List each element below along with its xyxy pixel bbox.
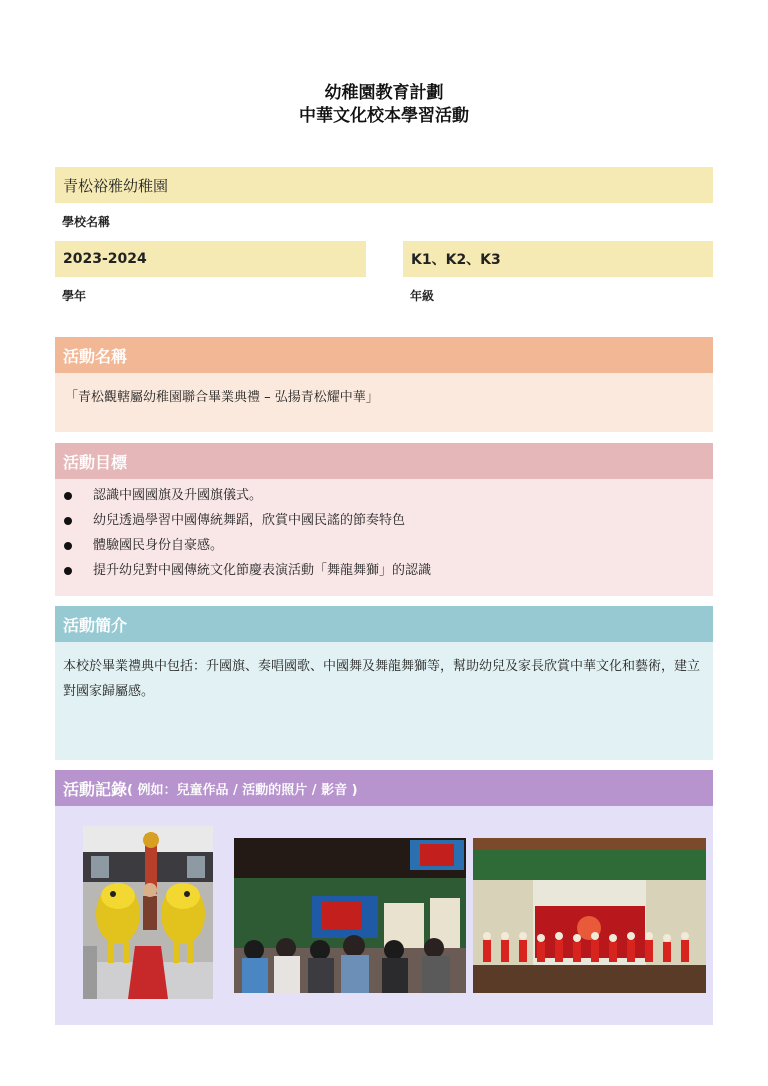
intro-body bbox=[55, 642, 713, 760]
record-heading-subtitle: ( 例如：兒童作品 / 活動的照片 / 影音 ) bbox=[127, 782, 358, 798]
grade-field: K1、K2、K3 bbox=[403, 241, 713, 277]
intro-text: 本校於畢業禮典中包括：升國旗、奏唱國歌、中國舞及舞龍舞獅等，幫助幼兒及家長欣賞中華文化和藝術，建立對國家歸屬感。 bbox=[63, 659, 701, 699]
activity-name-body bbox=[55, 373, 713, 432]
school-year-caption: 學年 bbox=[62, 289, 87, 303]
bullet-icon bbox=[64, 567, 72, 575]
objectives-body bbox=[55, 479, 713, 596]
bullet-icon bbox=[64, 492, 72, 500]
activity-name-text: 「青松觀轄屬幼稚園聯合畢業典禮 – 弘揚青松耀中華」 bbox=[65, 390, 379, 405]
grade-caption: 年級 bbox=[410, 289, 435, 303]
lion-dance-photo bbox=[83, 826, 213, 999]
record-heading-title: 活動記錄 bbox=[63, 779, 128, 799]
bullet-icon bbox=[64, 542, 72, 550]
page-title-line1: 幼稚園教育計劃 bbox=[324, 83, 444, 103]
objectives-list bbox=[55, 483, 713, 583]
objectives-heading: 活動目標 bbox=[55, 443, 713, 479]
list-item: 提升幼兒對中國傳統文化節慶表演活動「舞龍舞獅」的認識 bbox=[55, 558, 713, 583]
page-title-line2: 中華文化校本學習活動 bbox=[299, 106, 469, 126]
list-item: 幼兒透過學習中國傳統舞蹈，欣賞中國民謠的節奏特色 bbox=[55, 508, 713, 533]
intro-heading: 活動簡介 bbox=[55, 606, 713, 642]
list-item: 認識中國國旗及升國旗儀式。 bbox=[55, 483, 713, 508]
list-item: 體驗國民身份自豪感。 bbox=[55, 533, 713, 558]
activity-name-heading: 活動名稱 bbox=[55, 337, 713, 373]
school-year-field: 2023-2024 bbox=[55, 241, 366, 277]
school-name-caption: 學校名稱 bbox=[62, 215, 111, 229]
auditorium-photo bbox=[234, 838, 466, 993]
bullet-icon bbox=[64, 517, 72, 525]
record-heading bbox=[55, 770, 713, 806]
stage-performance-photo bbox=[473, 838, 706, 993]
school-name-field: 青松裕雅幼稚園 bbox=[55, 167, 713, 203]
